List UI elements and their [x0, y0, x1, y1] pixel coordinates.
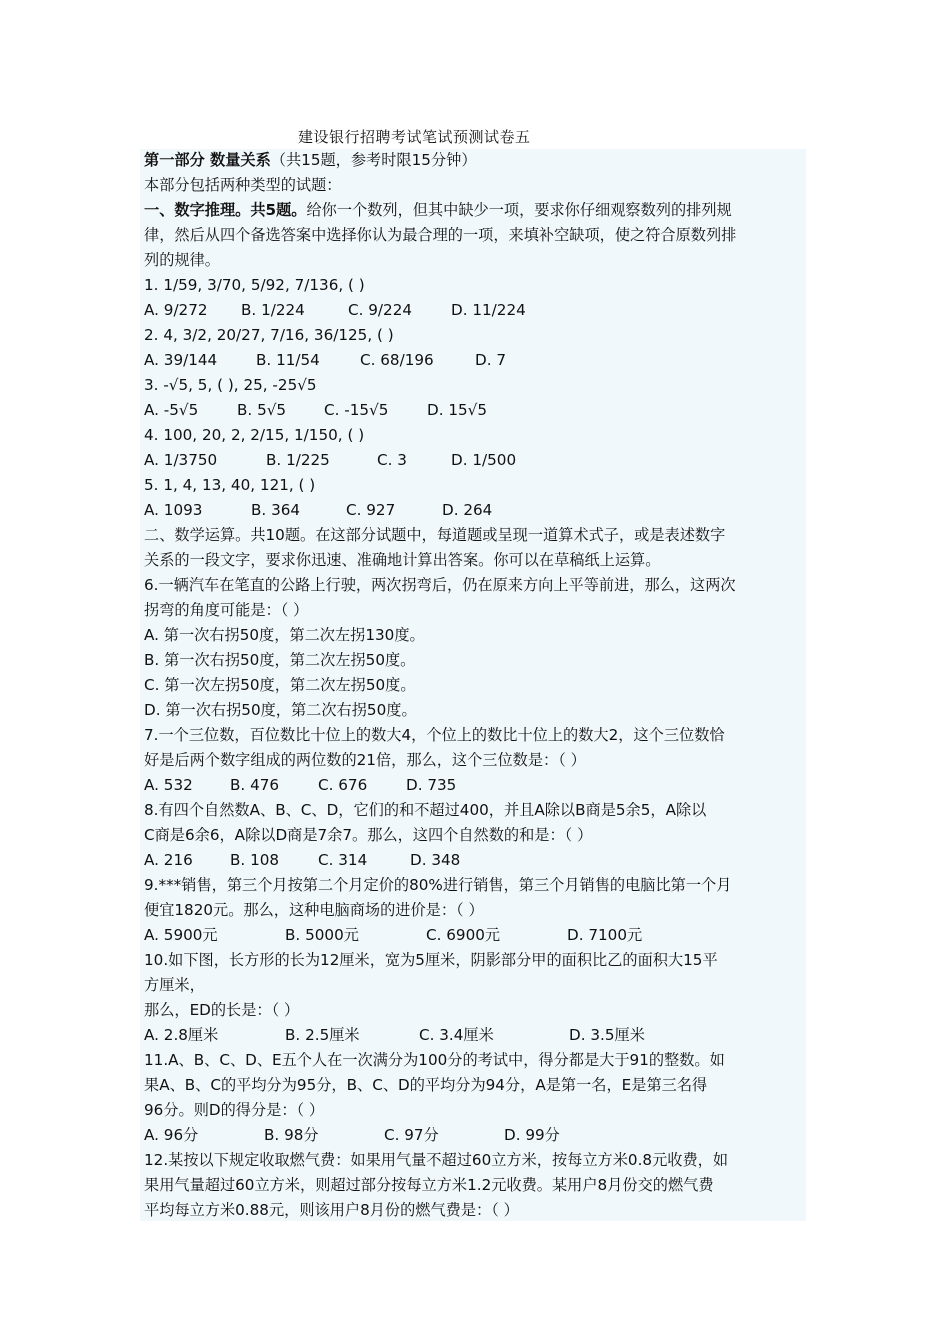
q12-stem-line1: 12.某按以下规定收取燃气费：如果用气量不超过60立方米，按每立方米0.8元收费，如	[144, 1151, 729, 1169]
q7-option-c: C. 676	[318, 776, 368, 794]
q9-option-a: A. 5900元	[144, 926, 218, 944]
q3-option-b: B. 5√5	[237, 401, 287, 419]
q4-option-c: C. 3	[377, 451, 407, 469]
q2-option-c: C. 68/196	[360, 351, 434, 369]
q4-stem: 4. 100, 20, 2, 2/15, 1/150, ( )	[144, 426, 365, 444]
q5-option-a: A. 1093	[144, 501, 203, 519]
q10-option-c: C. 3.4厘米	[419, 1026, 494, 1044]
part-intro: 本部分包括两种类型的试题：	[144, 176, 342, 194]
q1-option-d: D. 11/224	[451, 301, 526, 319]
q11-stem-line1: 11.A、B、C、D、E五个人在一次满分为100分的考试中，得分都是大于91的整数。如	[144, 1051, 725, 1069]
q2-option-b: B. 11/54	[256, 351, 320, 369]
q2-option-d: D. 7	[475, 351, 507, 369]
q6-stem-line2: 拐弯的角度可能是：（ ）	[144, 601, 309, 619]
q2-stem: 2. 4, 3/2, 20/27, 7/16, 36/125, ( )	[144, 326, 394, 344]
q8-options	[144, 849, 460, 871]
q5-options	[144, 499, 492, 521]
section2-line1: 二、数学运算。共10题。在这部分试题中，每道题或呈现一道算术式子，或是表述数字	[144, 526, 726, 544]
q9-option-d: D. 7100元	[567, 926, 643, 944]
q10-stem-line2: 方厘米，	[144, 976, 205, 994]
q1-stem: 1. 1/59, 3/70, 5/92, 7/136, ( )	[144, 276, 365, 294]
q3-option-c: C. -15√5	[324, 401, 389, 419]
section2-line2: 关系的一段文字，要求你迅速、准确地计算出答案。你可以在草稿纸上运算。	[144, 551, 661, 569]
q10-stem-line1: 10.如下图，长方形的长为12厘米，宽为5厘米，阴影部分甲的面积比乙的面积大15平	[144, 951, 718, 969]
q4-options	[144, 449, 516, 471]
q9-option-b: B. 5000元	[285, 926, 359, 944]
section1-line1	[144, 199, 732, 221]
q6-option-c: C. 第一次左拐50度，第二次左拐50度。	[144, 676, 416, 694]
q10-option-a: A. 2.8厘米	[144, 1026, 219, 1044]
q1-option-a: A. 9/272	[144, 301, 208, 319]
q9-options	[144, 924, 642, 946]
q8-option-c: C. 314	[318, 851, 368, 869]
section1-text: 给你一个数列，但其中缺少一项，要求你仔细观察数列的排列规	[306, 201, 732, 219]
q9-stem-line1: 9.***销售，第三个月按第二个月定价的80%进行销售，第三个月销售的电脑比第一个月	[144, 876, 732, 894]
q11-stem-line3: 96分。则D的得分是：（ ）	[144, 1101, 325, 1119]
q11-option-d: D. 99分	[504, 1126, 560, 1144]
part-heading-note: （共15题，参考时限15分钟）	[270, 151, 477, 169]
q8-stem-line1: 8.有四个自然数A、B、C、D，它们的和不超过400，并且A除以B商是5余5，A除以	[144, 801, 707, 819]
q5-option-b: B. 364	[251, 501, 301, 519]
q3-option-a: A. -5√5	[144, 401, 199, 419]
q3-option-d: D. 15√5	[427, 401, 488, 419]
q6-option-b: B. 第一次右拐50度，第二次左拐50度。	[144, 651, 416, 669]
q1-option-c: C. 9/224	[348, 301, 413, 319]
q11-option-c: C. 97分	[384, 1126, 439, 1144]
q9-option-c: C. 6900元	[426, 926, 501, 944]
q8-option-d: D. 348	[410, 851, 461, 869]
q7-option-d: D. 735	[406, 776, 457, 794]
q5-option-d: D. 264	[442, 501, 493, 519]
q7-stem-line1: 7.一个三位数，百位数比十位上的数大4，个位上的数比十位上的数大2，这个三位数恰	[144, 726, 725, 744]
q6-option-d: D. 第一次右拐50度，第二次右拐50度。	[144, 701, 417, 719]
question-content-area	[140, 149, 806, 1221]
q4-option-d: D. 1/500	[451, 451, 517, 469]
q4-option-a: A. 1/3750	[144, 451, 218, 469]
q3-stem: 3. -√5, 5, ( ), 25, -25√5	[144, 376, 317, 394]
q7-options	[144, 774, 456, 796]
q3-options	[144, 399, 487, 421]
q8-stem-line2: C商是6余6，A除以D商是7余7。那么，这四个自然数的和是：（ ）	[144, 826, 593, 844]
q1-options	[144, 299, 526, 321]
part-heading-bold: 第一部分 数量关系	[144, 151, 271, 169]
q5-option-c: C. 927	[346, 501, 396, 519]
q10-option-d: D. 3.5厘米	[569, 1026, 645, 1044]
q1-option-b: B. 1/224	[241, 301, 305, 319]
part-heading	[144, 149, 477, 171]
q11-options	[144, 1124, 560, 1146]
q8-option-b: B. 108	[230, 851, 280, 869]
q11-stem-line2: 果A、B、C的平均分为95分，B、C、D的平均分为94分，A是第一名，E是第三名得	[144, 1076, 708, 1094]
q4-option-b: B. 1/225	[266, 451, 330, 469]
q8-option-a: A. 216	[144, 851, 193, 869]
q2-option-a: A. 39/144	[144, 351, 218, 369]
q10-options	[144, 1024, 645, 1046]
q10-stem-line3: 那么，ED的长是：（ ）	[144, 1001, 300, 1019]
q2-options	[144, 349, 506, 371]
section1-line2: 律，然后从四个备选答案中选择你认为最合理的一项，来填补空缺项，使之符合原数列排	[144, 226, 737, 244]
q9-stem-line2: 便宜1820元。那么，这种电脑商场的进价是：（ ）	[144, 901, 484, 919]
section1-heading: 一、数字推理。共5题。	[144, 201, 307, 219]
q5-stem: 5. 1, 4, 13, 40, 121, ( )	[144, 476, 316, 494]
q6-stem-line1: 6.一辆汽车在笔直的公路上行驶，两次拐弯后，仍在原来方向上平等前进，那么，这两次	[144, 576, 736, 594]
q12-stem-line2: 果用气量超过60立方米，则超过部分按每立方米1.2元收费。某用户8月份交的燃气费	[144, 1176, 714, 1194]
q11-option-b: B. 98分	[264, 1126, 319, 1144]
q6-option-a: A. 第一次右拐50度，第二次左拐130度。	[144, 626, 425, 644]
q7-option-a: A. 532	[144, 776, 193, 794]
q10-option-b: B. 2.5厘米	[285, 1026, 360, 1044]
q12-stem-line3: 平均每立方米0.88元，则该用户8月份的燃气费是：（ ）	[144, 1201, 519, 1219]
q11-option-a: A. 96分	[144, 1126, 199, 1144]
section1-line3: 列的规律。	[144, 251, 220, 269]
document-title: 建设银行招聘考试笔试预测试卷五	[298, 128, 531, 146]
q7-option-b: B. 476	[230, 776, 280, 794]
q7-stem-line2: 好是后两个数字组成的两位数的21倍，那么，这个三位数是：（ ）	[144, 751, 586, 769]
